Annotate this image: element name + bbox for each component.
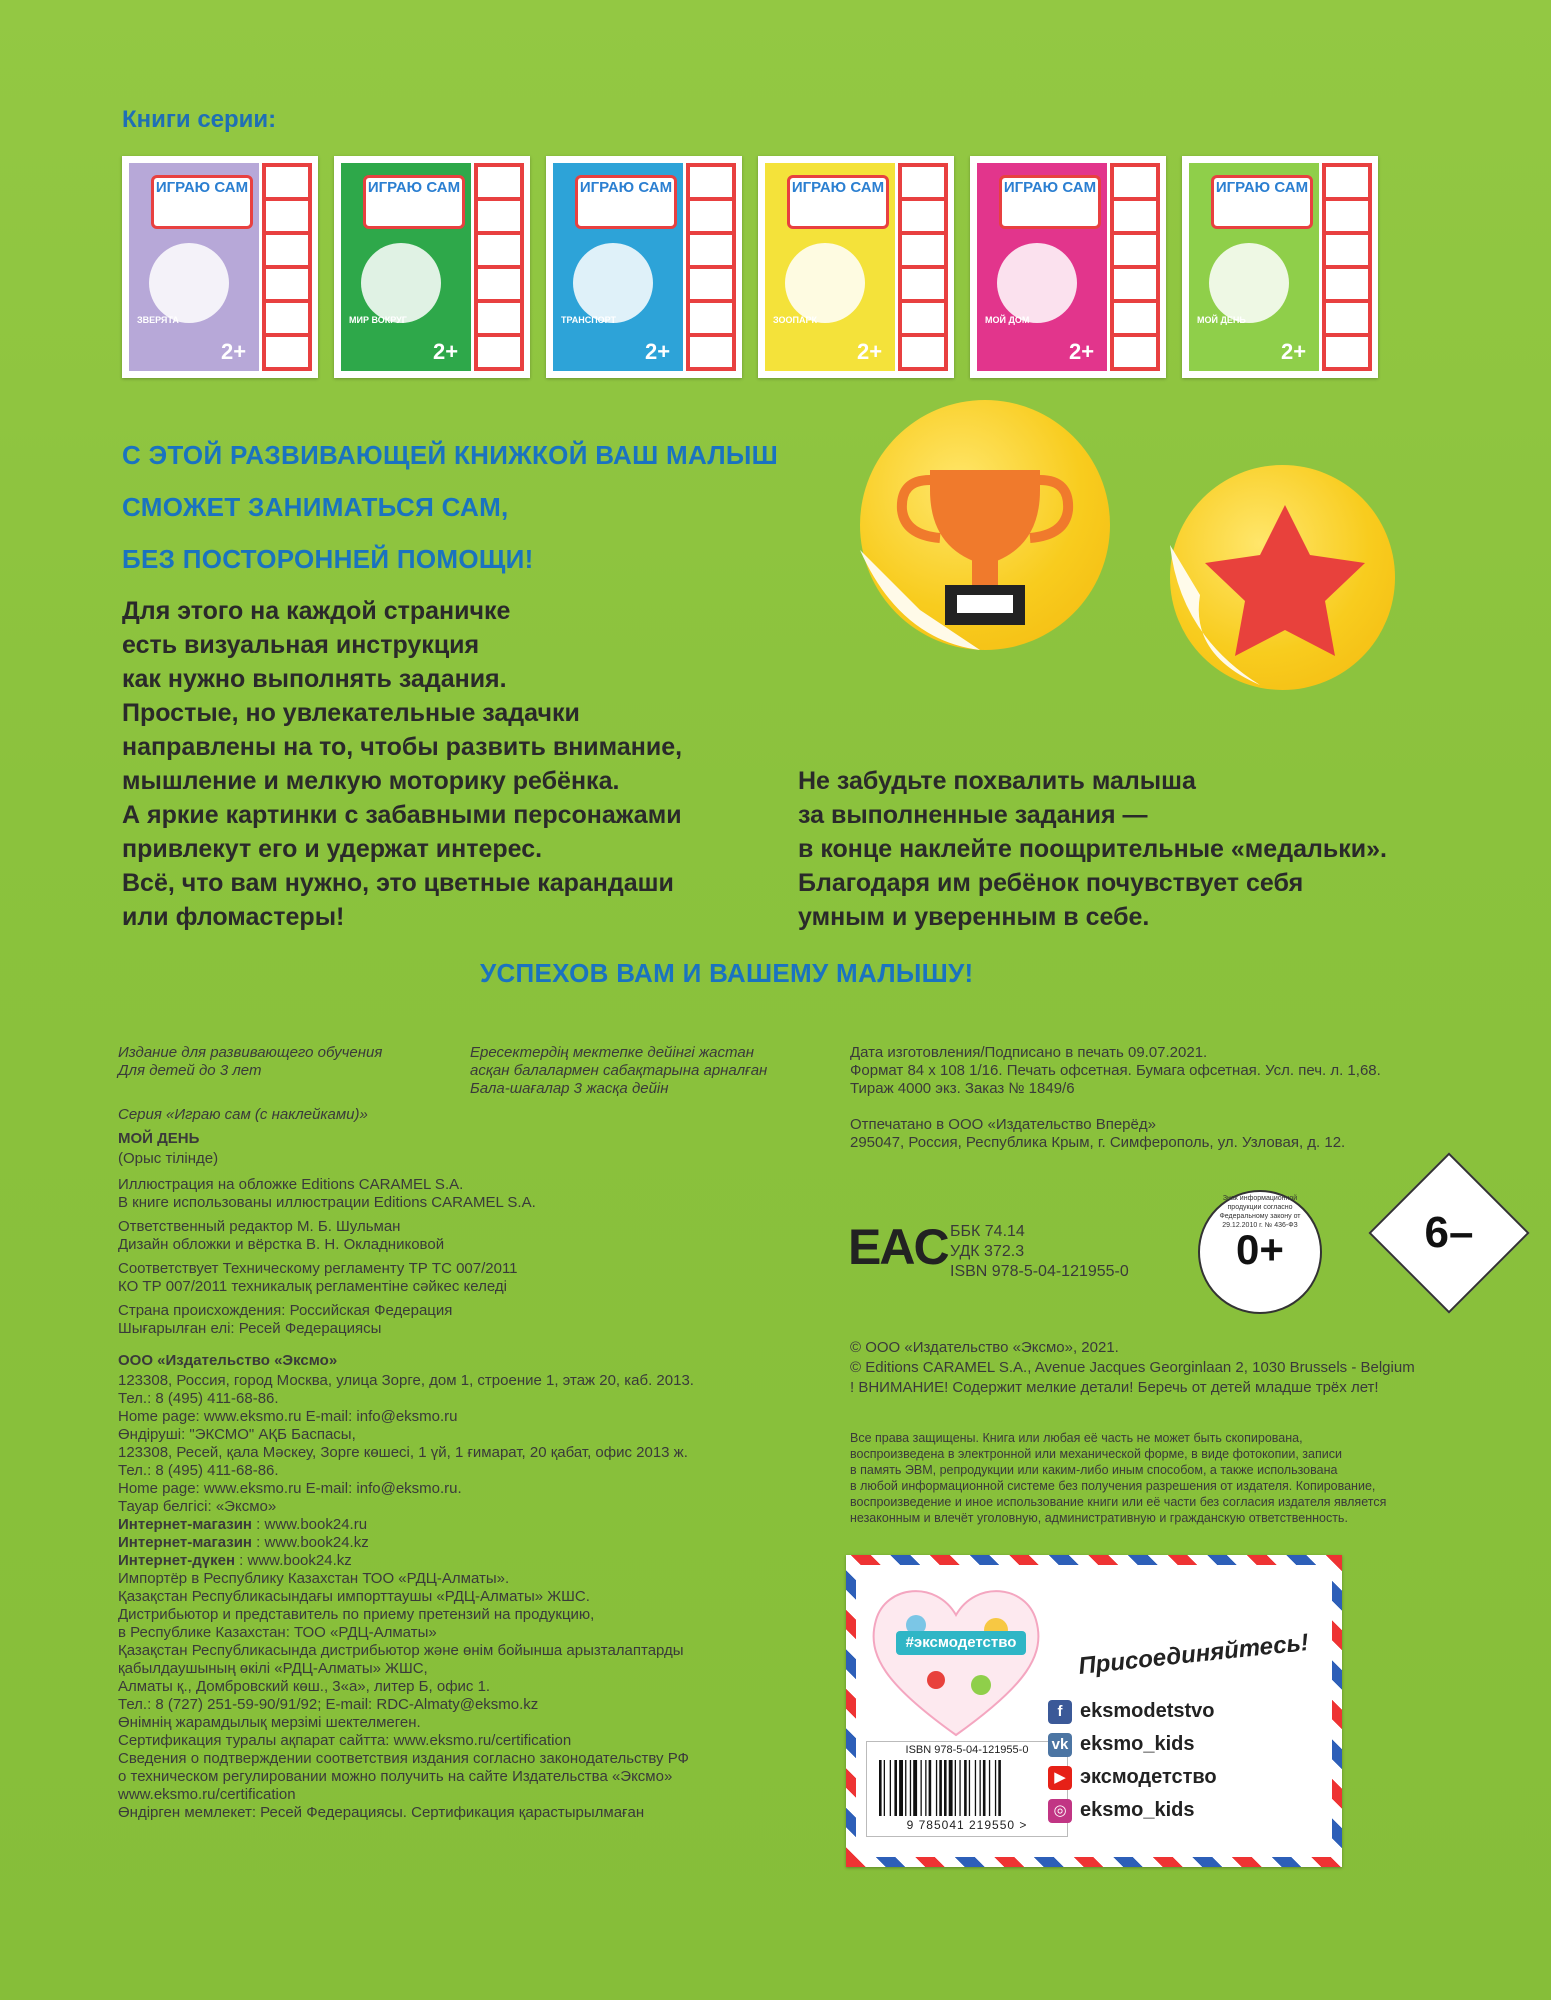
page-thumbnail: [478, 235, 520, 265]
age-rating-circle: [1198, 1190, 1322, 1314]
credits-line: Соответствует Техническому регламенту ТР ТС 007/2011: [118, 1260, 518, 1277]
book-age: 2+: [1281, 339, 1307, 364]
body-right-line: Не забудьте похвалить малыша: [798, 767, 1196, 795]
shop-label: Интернет-магазин: [118, 1534, 252, 1551]
book-subtitle: ЗООПАРК: [773, 315, 817, 325]
body-left-line: как нужно выполнять задания.: [122, 665, 507, 693]
page-thumbnail: [266, 201, 308, 231]
rights-line: воспроизведение и иное использование книги или её части без согласия издателя является: [850, 1495, 1387, 1509]
publisher-line: Тауар белгісі: «Эксмо»: [118, 1498, 277, 1515]
book-subtitle: ЗВЕРЯТА: [137, 315, 179, 325]
headline-line-3: БЕЗ ПОСТОРОННЕЙ ПОМОЩИ!: [122, 544, 534, 574]
headline-line-2: СМОЖЕТ ЗАНИМАТЬСЯ САМ,: [122, 492, 509, 522]
page-thumbnail: [902, 269, 944, 299]
page-thumbnail: [690, 201, 732, 231]
shop-label: Интернет-магазин: [118, 1516, 252, 1533]
rights-block: [850, 1430, 1386, 1526]
social-link[interactable]: [1053, 1799, 1195, 1822]
page-thumbnail: [1114, 269, 1156, 299]
character-illustration-icon: [573, 243, 653, 323]
facebook-icon: f: [1048, 1700, 1072, 1724]
credits-line: Страна происхождения: Российская Федерация: [118, 1302, 453, 1319]
code-line: УДК 372.3: [950, 1243, 1025, 1260]
page-thumbnail: [1114, 167, 1156, 197]
book-age: 2+: [1069, 339, 1095, 364]
social-handle: eksmo_kids: [1080, 1733, 1195, 1755]
kz-line: www.eksmo.ru/certification: [118, 1786, 296, 1803]
page-thumbnail: [266, 269, 308, 299]
shop-line: [118, 1552, 369, 1570]
shop-url[interactable]: : www.book24.kz: [235, 1552, 352, 1569]
page-thumbnail: [1114, 235, 1156, 265]
social-link[interactable]: [1051, 1733, 1195, 1756]
age-rating-diamond-label: 6–: [1424, 1208, 1474, 1257]
credits-block: [118, 1176, 536, 1338]
publisher-name: ООО «Издательство «Эксмо»: [118, 1352, 338, 1369]
credits-line: Дизайн обложки и вёрстка В. Н. Окладниковой: [118, 1236, 445, 1253]
page-thumbnail: [478, 303, 520, 333]
closing-line: УСПЕХОВ ВАМ И ВАШЕМУ МАЛЫШУ!: [480, 958, 974, 988]
series-book: [758, 156, 954, 378]
book-subtitle: ТРАНСПОРТ: [561, 315, 617, 325]
kz-line: Дистрибьютор и представитель по приему претензий на продукцию,: [118, 1606, 595, 1623]
join-label: Присоединяйтесь!: [1077, 1628, 1311, 1681]
shop-line: [118, 1534, 369, 1552]
rights-line: Все права защищены. Книга или любая её часть не может быть скопирована,: [850, 1431, 1303, 1445]
headline-line-1: С ЭТОЙ РАЗВИВАЮЩЕЙ КНИЖКОЙ ВАШ МАЛЫШ: [122, 440, 779, 470]
character-illustration-icon: [997, 243, 1077, 323]
kazakhstan-block: [118, 1570, 689, 1822]
imprint-col3-line: Дата изготовления/Подписано в печать 09.07.2021.: [850, 1044, 1208, 1061]
eac-mark: EAC: [848, 1219, 948, 1275]
page-thumbnail: [690, 167, 732, 197]
page-thumbnail: [690, 235, 732, 265]
social-handle: eksmo_kids: [1080, 1799, 1195, 1821]
social-handle: эксмодетство: [1080, 1766, 1217, 1788]
book-cover: [1189, 163, 1319, 371]
shop-label: Интернет-дүкен: [118, 1552, 236, 1569]
page-thumbnail: [1326, 269, 1368, 299]
shop-url[interactable]: : www.book24.kz: [252, 1534, 369, 1551]
imprint-col1-line: Издание для развивающего обучения: [118, 1044, 383, 1061]
code-line: ISBN 978-5-04-121955-0: [950, 1263, 1129, 1280]
series-book: [1182, 156, 1378, 378]
rights-line: в любой информационной системе без получения разрешения от издателя. Копирование,: [850, 1479, 1376, 1493]
imprint-col1-line: Для детей до 3 лет: [118, 1062, 262, 1079]
vk-icon: vk: [1048, 1733, 1072, 1757]
credits-line: Иллюстрация на обложке Editions CARAMEL S.A.: [118, 1176, 464, 1193]
book-cover: [341, 163, 471, 371]
imprint-col2-line: асқан балалармен сабақтарына арналған: [470, 1062, 768, 1079]
publisher-line: Тел.: 8 (495) 411-68-86.: [118, 1462, 279, 1479]
publisher-line: 123308, Россия, город Москва, улица Зорге, дом 1, строение 1, этаж 20, каб. 2013.: [118, 1372, 694, 1389]
publisher-line: 123308, Ресей, қала Мәскеу, Зорге көшесі, 1 үй, 1 ғимарат, 20 қабат, офис 2013 ж.: [118, 1444, 688, 1461]
shop-line: [118, 1516, 369, 1534]
kz-line: Тел.: 8 (727) 251-59-90/91/92; E-mail: RDC-Almaty@eksmo.kz: [118, 1696, 539, 1713]
page-thumbnail: [478, 167, 520, 197]
rights-line: незаконным и влечёт уголовную, административную и гражданскую ответственность.: [850, 1511, 1348, 1525]
kz-line: Өнімнің жарамдылық мерзімі шектелмеген.: [118, 1714, 421, 1731]
social-link[interactable]: [1054, 1766, 1217, 1789]
page-thumbnail: [1326, 337, 1368, 367]
credits-line: КО ТР 007/2011 техникалық регламентіне сәйкес келеді: [118, 1278, 507, 1295]
series-title: Книги серии:: [122, 106, 277, 133]
book-subtitle: МИР ВОКРУГ: [349, 315, 407, 325]
kz-line: Қазақстан Республикасындағы импорттаушы «РДЦ-Алматы» ЖШС.: [118, 1588, 590, 1605]
page-thumbnail: [1326, 235, 1368, 265]
barcode-digits: 9 785041 219550 >: [906, 1818, 1028, 1832]
series-line: Серия «Играю сам (с наклейками)»: [118, 1106, 368, 1123]
heart-collage-icon: [866, 1575, 1046, 1745]
kz-line: Импортёр в Республику Казахстан ТОО «РДЦ-Алматы».: [118, 1570, 510, 1587]
body-left-line: направлены на то, чтобы развить внимание,: [122, 733, 683, 761]
classification-codes: [950, 1222, 1129, 1282]
publisher-line: Home page: www.eksmo.ru E-mail: info@eksmo.ru: [118, 1408, 458, 1425]
imprint-col3-line: 295047, Россия, Республика Крым, г. Симферополь, ул. Узловая, д. 12.: [850, 1134, 1346, 1151]
book-cover: [977, 163, 1107, 371]
character-illustration-icon: [1209, 243, 1289, 323]
page-thumbnail: [266, 235, 308, 265]
trophy-icon: [860, 400, 1110, 650]
barcode-box: [866, 1741, 1068, 1837]
book-age: 2+: [433, 339, 459, 364]
book-page-strip: [898, 163, 948, 371]
book-page-strip: [474, 163, 524, 371]
language-note: (Орыс тілінде): [118, 1150, 219, 1167]
youtube-icon: ▶: [1048, 1766, 1072, 1790]
imprint-col2-line: Ересектердің мектепке дейінгі жастан: [470, 1044, 754, 1061]
body-left-line: Для этого на каждой страничке: [122, 597, 511, 625]
instagram-icon: ◎: [1048, 1799, 1072, 1823]
kz-line: Өндірген мемлекет: Ресей Федерациясы. Сертификация қарастырылмаған: [118, 1804, 645, 1821]
page-thumbnail: [1114, 303, 1156, 333]
series-book: [546, 156, 742, 378]
body-left-line: или фломастеры!: [122, 903, 345, 931]
kz-line: Қазақстан Республикасында дистрибьютор және өнім бойынша арызталаптарды: [118, 1642, 684, 1659]
imprint-col3-line: Отпечатано в ООО «Издательство Вперёд»: [850, 1116, 1156, 1133]
page-thumbnail: [1114, 201, 1156, 231]
body-left-line: А яркие картинки с забавными персонажами: [122, 801, 682, 829]
book-page-strip: [1110, 163, 1160, 371]
book-badge: ИГРАЮ САМ: [787, 175, 889, 229]
rights-line: воспроизведена в электронной или механической форме, в виде фотокопии, записи: [850, 1447, 1342, 1461]
publisher-line: Өндіруші: "ЭКСМО" АҚБ Баспасы,: [118, 1426, 356, 1443]
page-thumbnail: [902, 235, 944, 265]
publisher-line: Тел.: 8 (495) 411-68-86.: [118, 1390, 279, 1407]
page-thumbnail: [902, 337, 944, 367]
shops-block: [118, 1516, 369, 1570]
page-thumbnail: [478, 337, 520, 367]
social-link[interactable]: [1057, 1700, 1215, 1723]
credits-line: В книге использованы иллюстрации Editions CARAMEL S.A.: [118, 1194, 536, 1211]
imprint-col3-line: Формат 84 х 108 1/16. Печать офсетная. Бумага офсетная. Усл. печ. л. 1,68.: [850, 1062, 1381, 1079]
book-page-strip: [686, 163, 736, 371]
series-book: [122, 156, 318, 378]
social-handle: eksmodetstvo: [1080, 1700, 1215, 1722]
page-thumbnail: [266, 167, 308, 197]
credits-line: Шығарылған елі: Ресей Федерациясы: [118, 1320, 382, 1337]
book-age: 2+: [857, 339, 883, 364]
publisher-line: Home page: www.eksmo.ru E-mail: info@eksmo.ru.: [118, 1480, 462, 1497]
book-page-strip: [262, 163, 312, 371]
age-rating-circle-ring-text: Знак информационной продукции согласно Федеральному закону от 29.12.2010 г. № 436-ФЗ: [1219, 1195, 1301, 1229]
character-illustration-icon: [785, 243, 865, 323]
series-book: [970, 156, 1166, 378]
page-thumbnail: [266, 303, 308, 333]
page-thumbnail: [1114, 337, 1156, 367]
imprint-col2-line: Бала-шағалар 3 жасқа дейін: [470, 1080, 669, 1097]
trophy-sticker: [860, 400, 1110, 650]
code-line: ББК 74.14: [950, 1223, 1025, 1240]
body-left-line: Простые, но увлекательные задачки: [122, 699, 580, 727]
page-thumbnail: [902, 167, 944, 197]
page-thumbnail: [1326, 303, 1368, 333]
book-badge: ИГРАЮ САМ: [363, 175, 465, 229]
barcode-isbn: ISBN 978-5-04-121955-0: [905, 1744, 1029, 1756]
page-thumbnail: [690, 269, 732, 299]
body-left-line: Всё, что вам нужно, это цветные карандаши: [122, 869, 674, 897]
body-text-right: [798, 764, 1387, 934]
body-left-line: мышление и мелкую моторику ребёнка.: [122, 767, 620, 795]
credits-line: Ответственный редактор М. Б. Шульман: [118, 1218, 401, 1235]
imprint-column-2: [470, 1044, 767, 1098]
book-age: 2+: [221, 339, 247, 364]
hashtag-label: #эксмодетство: [896, 1631, 1026, 1655]
page-thumbnail: [902, 201, 944, 231]
imprint-column-3: [850, 1044, 1381, 1152]
star-icon: [1170, 465, 1395, 690]
body-text-left: [122, 594, 682, 934]
kz-line: қабылдаушының өкілі «РДЦ-Алматы» ЖШС,: [118, 1660, 428, 1677]
page-thumbnail: [266, 337, 308, 367]
copyright-line: © ООО «Издательство «Эксмо», 2021.: [850, 1339, 1119, 1356]
kz-line: в Республике Казахстан: ТОО «РДЦ-Алматы»: [118, 1624, 437, 1641]
barcode-icon: [879, 1760, 1055, 1816]
body-left-line: привлекут его и удержат интерес.: [122, 835, 543, 863]
book-title: МОЙ ДЕНЬ: [118, 1130, 200, 1147]
book-subtitle: МОЙ ДОМ: [985, 315, 1030, 325]
shop-url[interactable]: : www.book24.ru: [252, 1516, 368, 1533]
body-left-line: есть визуальная инструкция: [122, 631, 480, 659]
copyright-block: [850, 1338, 1415, 1398]
star-sticker: [1170, 465, 1395, 690]
kz-line: Алматы қ., Домбровский көш., 3«а», литер Б, офис 1.: [118, 1678, 491, 1695]
book-page-strip: [1322, 163, 1372, 371]
book-badge: ИГРАЮ САМ: [999, 175, 1101, 229]
body-right-line: в конце наклейте поощрительные «медальки».: [798, 835, 1387, 863]
page-thumbnail: [1326, 167, 1368, 197]
body-right-line: за выполненные задания —: [798, 801, 1148, 829]
kz-line: о техническом регулировании можно получить на сайте Издательства «Эксмо»: [118, 1768, 673, 1785]
body-right-line: Благодаря им ребёнок почувствует себя: [798, 869, 1304, 897]
rights-line: в память ЭВМ, репродукции или каким-либо иным способом, а также использована: [850, 1463, 1338, 1477]
kz-line: Сертификация туралы ақпарат сайтта: www.eksmo.ru/certification: [118, 1732, 572, 1749]
imprint-col3-line: Тираж 4000 экз. Заказ № 1849/6: [850, 1080, 1075, 1097]
character-illustration-icon: [361, 243, 441, 323]
page-thumbnail: [478, 269, 520, 299]
page-thumbnail: [1326, 201, 1368, 231]
book-badge: ИГРАЮ САМ: [151, 175, 253, 229]
page-thumbnail: [690, 337, 732, 367]
publisher-block: [118, 1372, 694, 1516]
kz-line: Сведения о подтверждении соответствия издания согласно законодательству РФ: [118, 1750, 689, 1767]
copyright-line: © Editions CARAMEL S.A., Avenue Jacques Georginlaan 2, 1030 Brussels - Belgium: [850, 1359, 1415, 1376]
imprint-column-1: [118, 1044, 382, 1080]
book-badge: ИГРАЮ САМ: [575, 175, 677, 229]
book-cover: [765, 163, 895, 371]
book-badge: ИГРАЮ САМ: [1211, 175, 1313, 229]
body-right-line: умным и уверенным в себе.: [798, 903, 1150, 931]
book-age: 2+: [645, 339, 671, 364]
page-thumbnail: [902, 303, 944, 333]
book-cover: [129, 163, 259, 371]
book-subtitle: МОЙ ДЕНЬ: [1197, 315, 1246, 325]
age-rating-circle-label: 0+: [1236, 1226, 1284, 1273]
page-thumbnail: [478, 201, 520, 231]
book-cover: [553, 163, 683, 371]
copyright-line: ! ВНИМАНИЕ! Содержит мелкие детали! Беречь от детей младше трёх лет!: [850, 1379, 1379, 1396]
series-book: [334, 156, 530, 378]
character-illustration-icon: [149, 243, 229, 323]
page-thumbnail: [690, 303, 732, 333]
